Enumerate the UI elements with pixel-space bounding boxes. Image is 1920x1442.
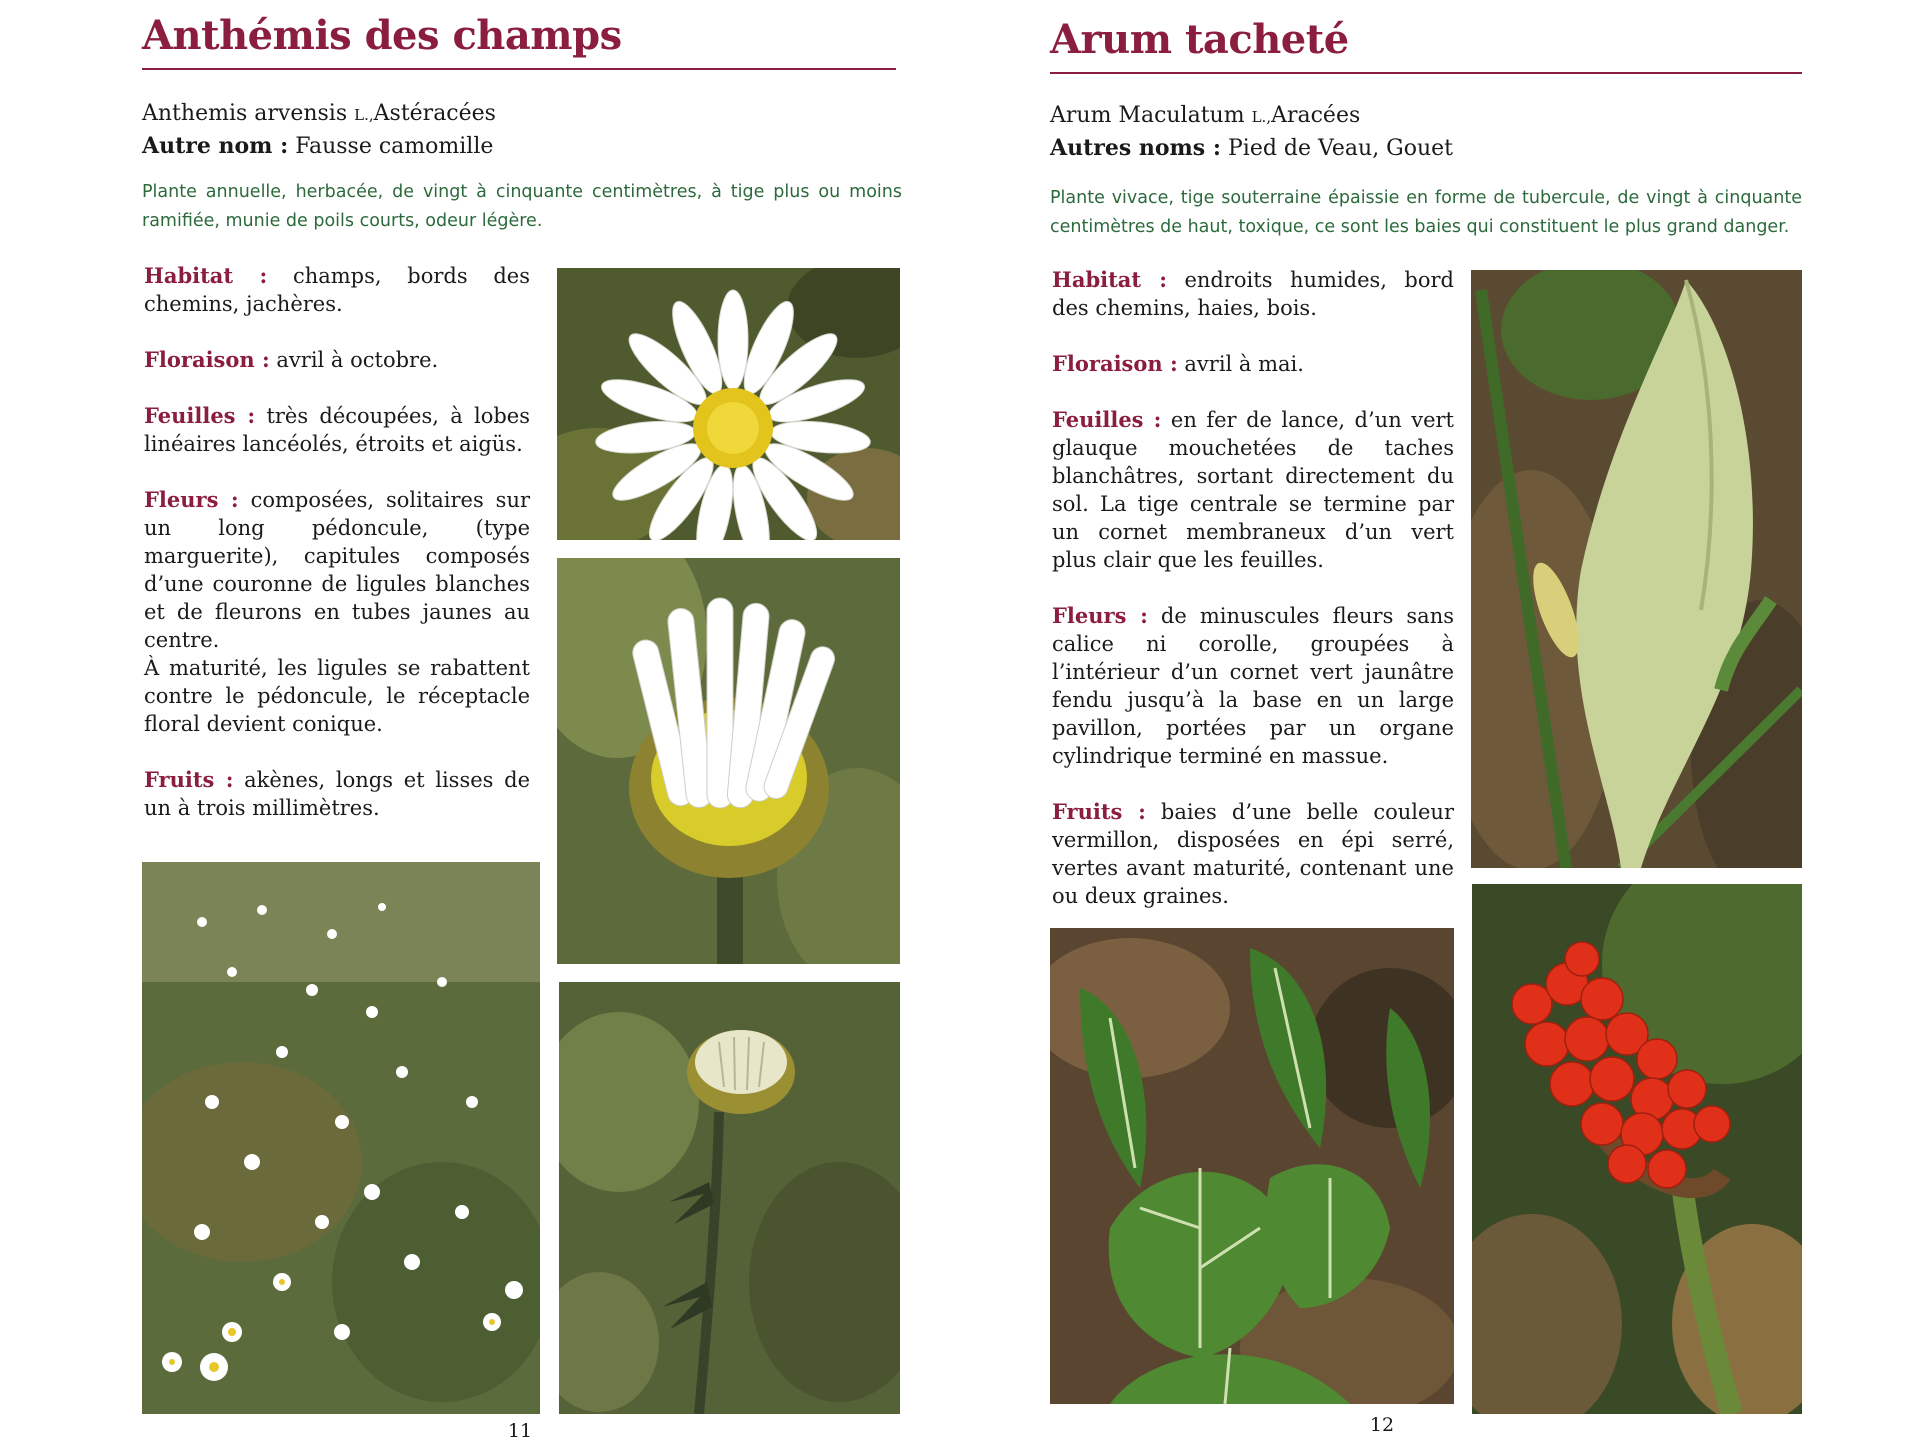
photo-meadow	[142, 862, 540, 1414]
title-rule	[1050, 72, 1802, 74]
other-name-label: Autres noms :	[1050, 135, 1221, 161]
section-fleurs: Fleurs : de minuscules fleurs sans calice ni corolle, groupées à l’intérieur d’un cornet vert jaunâtre fendu jusqu’à la base en un large pavillon, portées par un organe cylindrique terminé en massue.	[1052, 603, 1454, 768]
other-name-value: Pied de Veau, Gouet	[1227, 136, 1454, 161]
title-rule	[142, 68, 896, 70]
page-left	[0, 0, 960, 1441]
other-name-line	[1050, 132, 1453, 165]
author-abbrev: L.,	[354, 106, 374, 124]
description-column	[1052, 266, 1454, 938]
section-habitat: Habitat : champs, bords des chemins, jachères.	[144, 263, 530, 316]
scientific-name-line	[142, 98, 496, 131]
description-column	[144, 262, 530, 850]
photo-mature-flower	[559, 982, 900, 1414]
page-number: 12	[1369, 1414, 1395, 1436]
scientific-name: Arum Maculatum	[1050, 103, 1245, 128]
photo-closing-bud	[557, 558, 900, 964]
photo-arum-berries	[1472, 884, 1802, 1414]
scientific-name: Anthemis arvensis	[142, 101, 348, 126]
family-name: Aracées	[1271, 103, 1361, 128]
intro-text: Plante vivace, tige souterraine épaissie en forme de tubercule, de vingt à cinquante centimètres de haut, toxique, ce sont les baies qui constituent le plus grand danger.	[1050, 188, 1802, 237]
page-number: 11	[507, 1420, 533, 1442]
section-fruits: Fruits : baies d’une belle couleur vermillon, disposées en épi serré, vertes avant maturité, contenant une ou deux graines.	[1052, 799, 1454, 908]
intro-text: Plante annuelle, herbacée, de vingt à cinquante centimètres, à tige plus ou moins ramifiée, munie de poils courts, odeur légère.	[142, 182, 902, 231]
other-name-line	[142, 130, 493, 163]
page-right	[960, 0, 1920, 1441]
section-floraison: Floraison : avril à mai.	[1052, 351, 1304, 376]
photo-daisy-flower	[557, 268, 900, 540]
other-name-value: Fausse camomille	[295, 134, 494, 159]
section-habitat: Habitat : endroits humides, bord des chemins, haies, bois.	[1052, 267, 1454, 320]
author-abbrev: L.,	[1251, 108, 1272, 126]
section-floraison: Floraison : avril à octobre.	[144, 347, 439, 372]
family-name: Astéracées	[373, 101, 496, 126]
page-title: Arum tacheté	[1050, 16, 1349, 63]
section-fleurs: Fleurs : composées, solitaires sur un long pédoncule, (type marguerite), capitules composés d’une couronne de ligules blanches et de fleurons en tubes jaunes au centre. À maturité, les ligules se rabattent contre le pédoncule, le réceptacle floral devient conique.	[144, 487, 531, 736]
section-fruits: Fruits : akènes, longs et lisses de un à trois millimètres.	[144, 767, 530, 820]
scientific-name-line	[1050, 100, 1360, 133]
other-name-label: Autre nom :	[142, 133, 289, 159]
photo-arum-spathe	[1471, 270, 1802, 868]
photo-arum-leaves	[1050, 928, 1454, 1404]
page-title: Anthémis des champs	[142, 12, 622, 59]
section-feuilles: Feuilles : en fer de lance, d’un vert glauque mouchetées de taches blanchâtres, sortant directement du sol. La tige centrale se termine par un cornet membraneux d’un vert plus clair que les feuilles.	[1052, 407, 1454, 572]
section-feuilles: Feuilles : très découpées, à lobes linéaires lancéolés, étroits et aigüs.	[144, 403, 530, 456]
